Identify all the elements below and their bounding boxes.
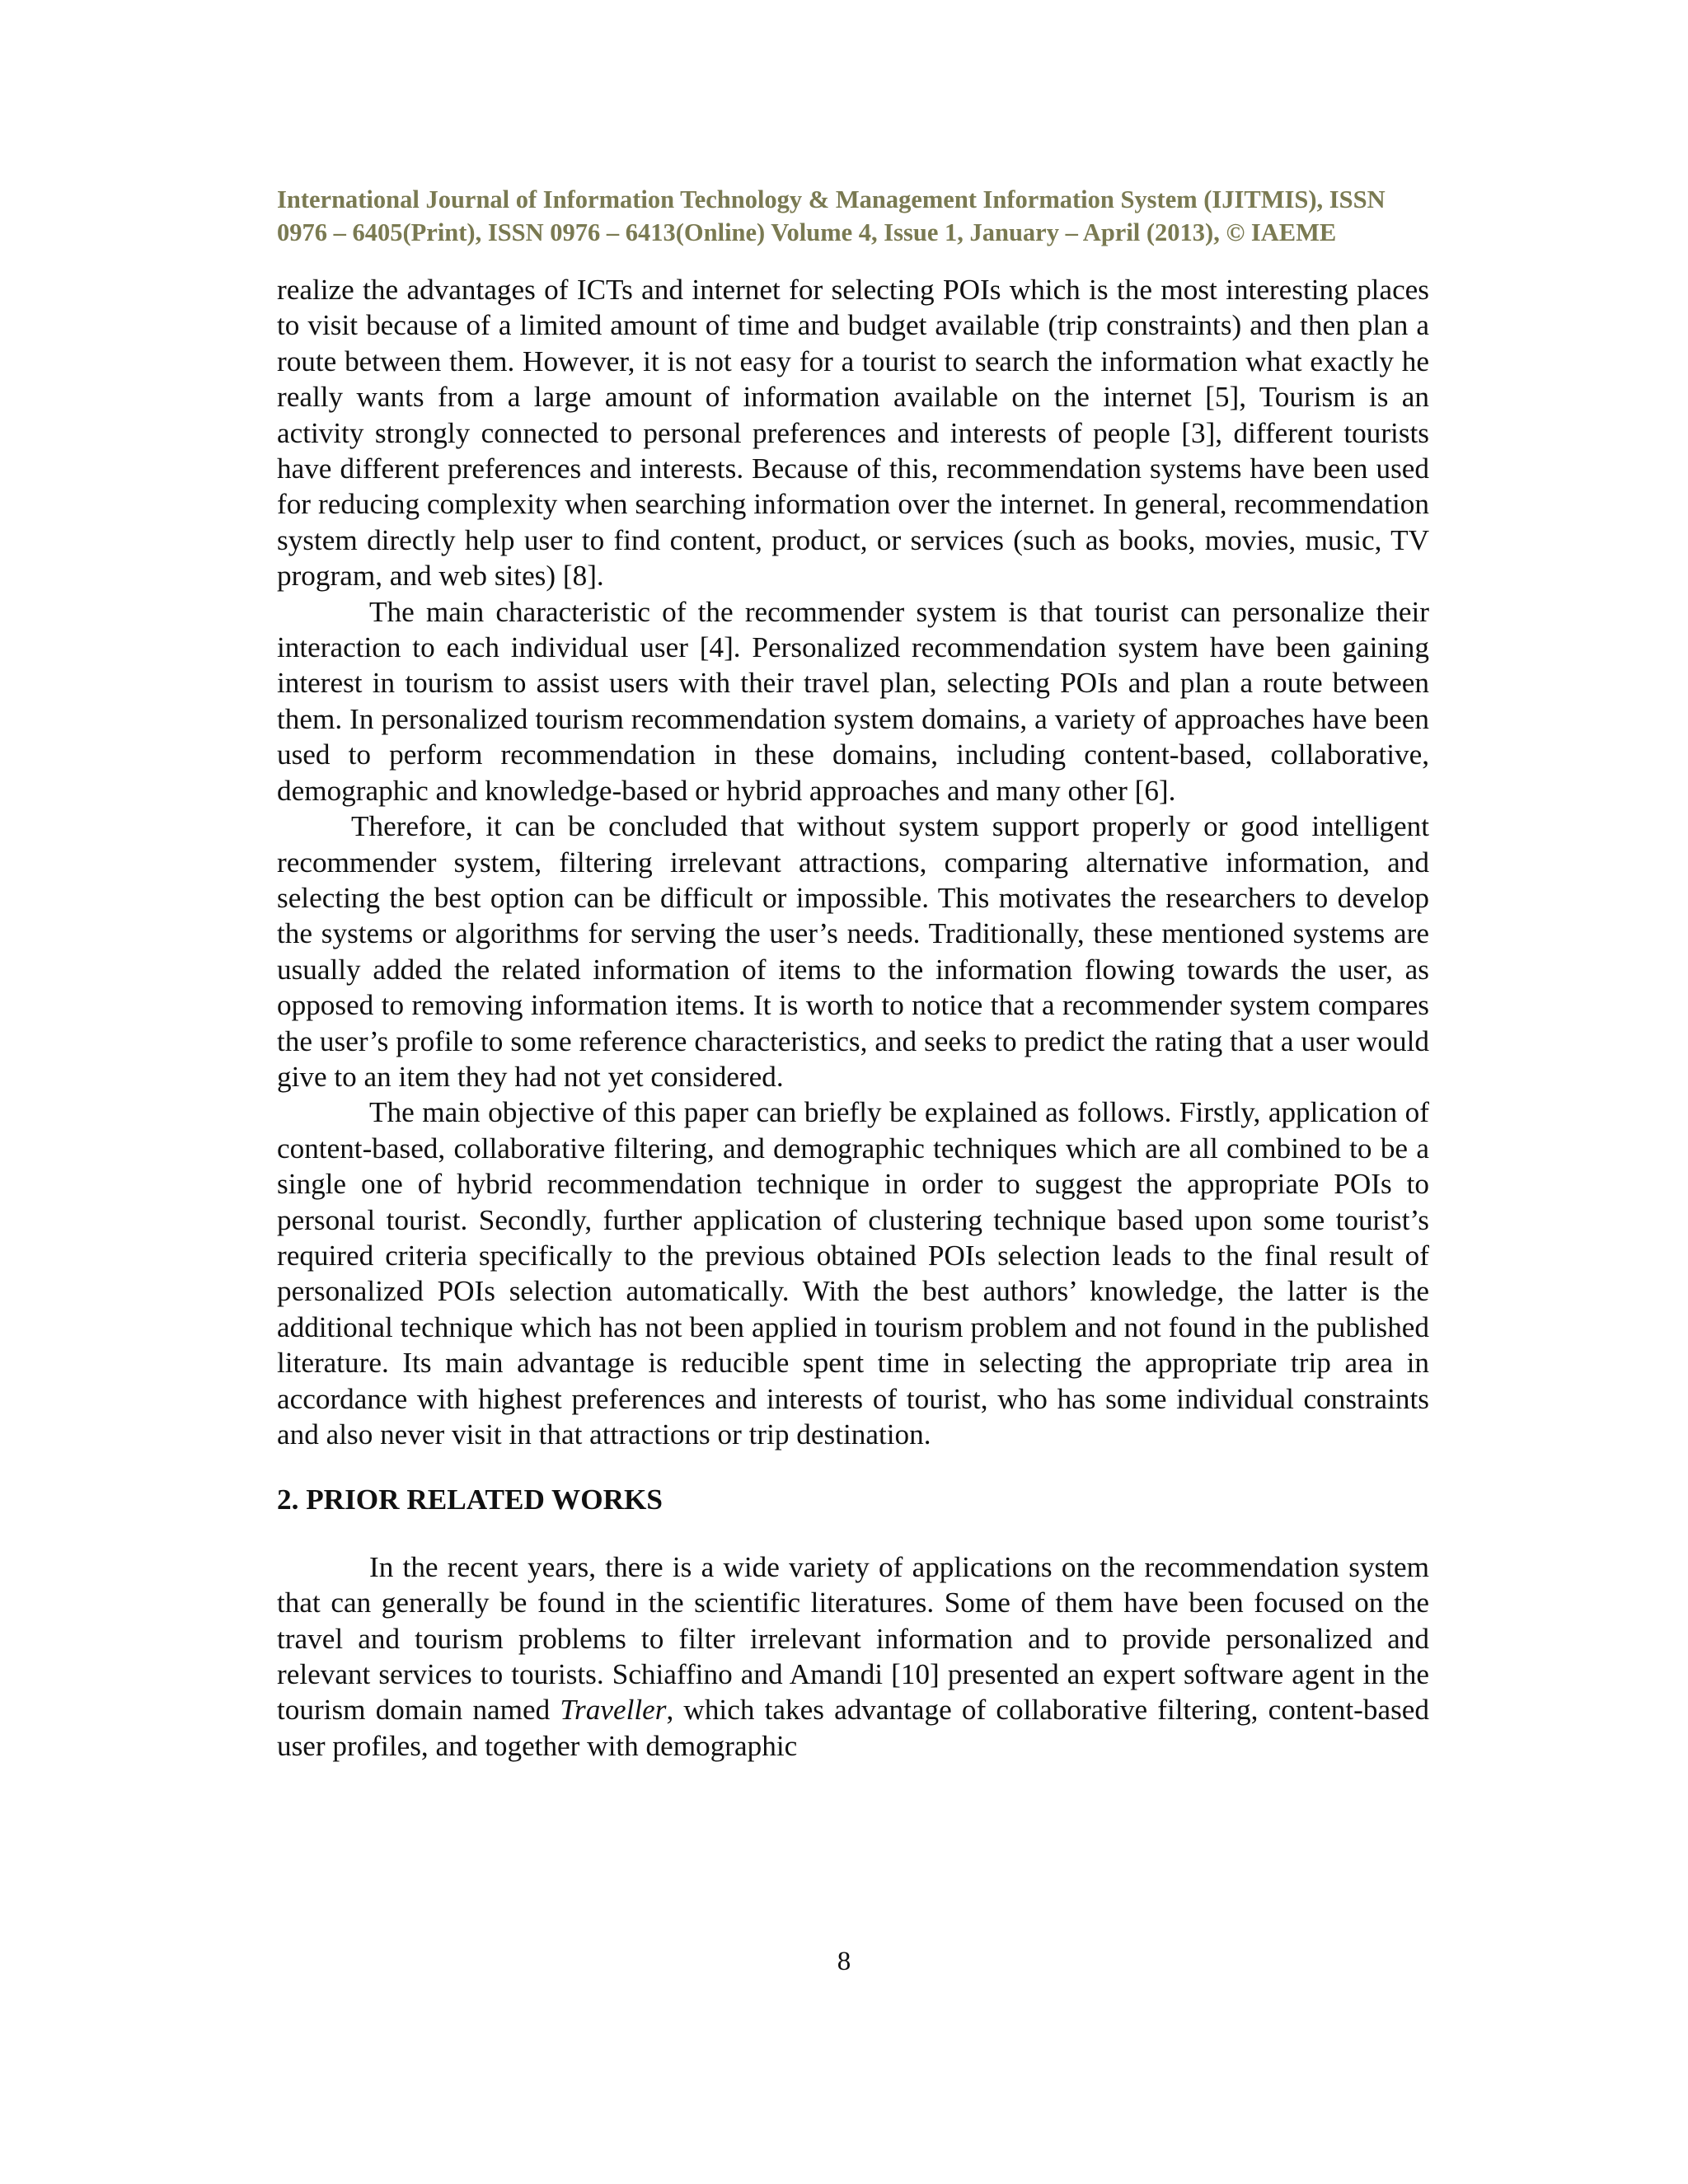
section-heading-prior-related-works: 2. PRIOR RELATED WORKS bbox=[277, 1483, 663, 1516]
paragraph-5-text-start: In the recent years, there is a wide variety of applications on the recommendation system that can generally be found in the scientific literatures. Some of them have been focused on the travel and tourism problems to filter irrelevant information and to provide personalized and relevant services to tourists. Schiaffino and Amandi [10] presented an expert software agent in the tourism domain named bbox=[277, 1550, 1429, 1727]
journal-running-header bbox=[277, 183, 1429, 249]
paragraph-5 bbox=[277, 1549, 1429, 1764]
paragraph-2: The main characteristic of the recommender system is that tourist can personalize their interaction to each individual user [4]. Personalized recommendation system have been gaining interest in tourism to assist users with their travel plan, selecting POIs and plan a route between them. In personalized tourism recommendation system domains, a variety of approaches have been used to perform recommendation in these domains, including content-based, collaborative, demographic and knowledge-based or hybrid approaches and many other [6]. bbox=[277, 595, 1429, 807]
journal-header-line-1: International Journal of Information Technology & Management Information System (IJITMIS), ISSN bbox=[277, 185, 1386, 213]
journal-header-line-2: 0976 – 6405(Print), ISSN 0976 – 6413(Online) Volume 4, Issue 1, January – April (2013), © IAEME bbox=[277, 218, 1337, 246]
paragraph-3: Therefore, it can be concluded that without system support properly or good intelligent recommender system, filtering irrelevant attractions, comparing alternative information, and selecting the best option can be difficult or impossible. This motivates the researchers to develop the systems or algorithms for serving the user’s needs. Traditionally, these mentioned systems are usually added the related information of items to the information flowing towards the user, as opposed to removing information items. It is worth to notice that a recommender system compares the user’s profile to some reference characteristics, and seeks to predict the rating that a user would give to an item they had not yet considered. bbox=[277, 810, 1429, 1093]
paragraph-5-text-end: , which takes advantage of collaborative filtering, content-based user profiles, and together with demographic bbox=[277, 1694, 1429, 1762]
paragraph-1: realize the advantages of ICTs and internet for selecting POIs which is the most interesting places to visit because of a limited amount of time and budget available (trip constraints) and then plan a route between them. However, it is not easy for a tourist to search the information what exactly he really wants from a large amount of information available on the internet [5], Tourism is an activity strongly connected to personal preferences and interests of people [3], different tourists have different preferences and interests. Because of this, recommendation systems have been used for reducing complexity when searching information over the internet. In general, recommendation system directly help user to find content, product, or services (such as books, movies, music, TV program, and web sites) [8]. bbox=[277, 274, 1429, 593]
system-name-italic: Traveller bbox=[560, 1694, 667, 1727]
paragraph-4: The main objective of this paper can briefly be explained as follows. Firstly, application of content-based, collaborative filtering, and demographic techniques which are all combined to be a single one of hybrid recommendation technique in order to suggest the appropriate POIs to personal tourist. Secondly, further application of clustering technique based upon some tourist’s required criteria specifically to the previous obtained POIs selection leads to the final result of personalized POIs selection automatically. With the best authors’ knowledge, the latter is the additional technique which has not been applied in tourism problem and not found in the published literature. Its main advantage is reducible spent time in selecting the appropriate trip area in accordance with highest preferences and interests of tourist, who has some individual constraints and also never visit in that attractions or trip destination. bbox=[277, 1096, 1429, 1451]
body-text bbox=[277, 272, 1429, 1764]
page-number: 8 bbox=[837, 1947, 851, 1976]
